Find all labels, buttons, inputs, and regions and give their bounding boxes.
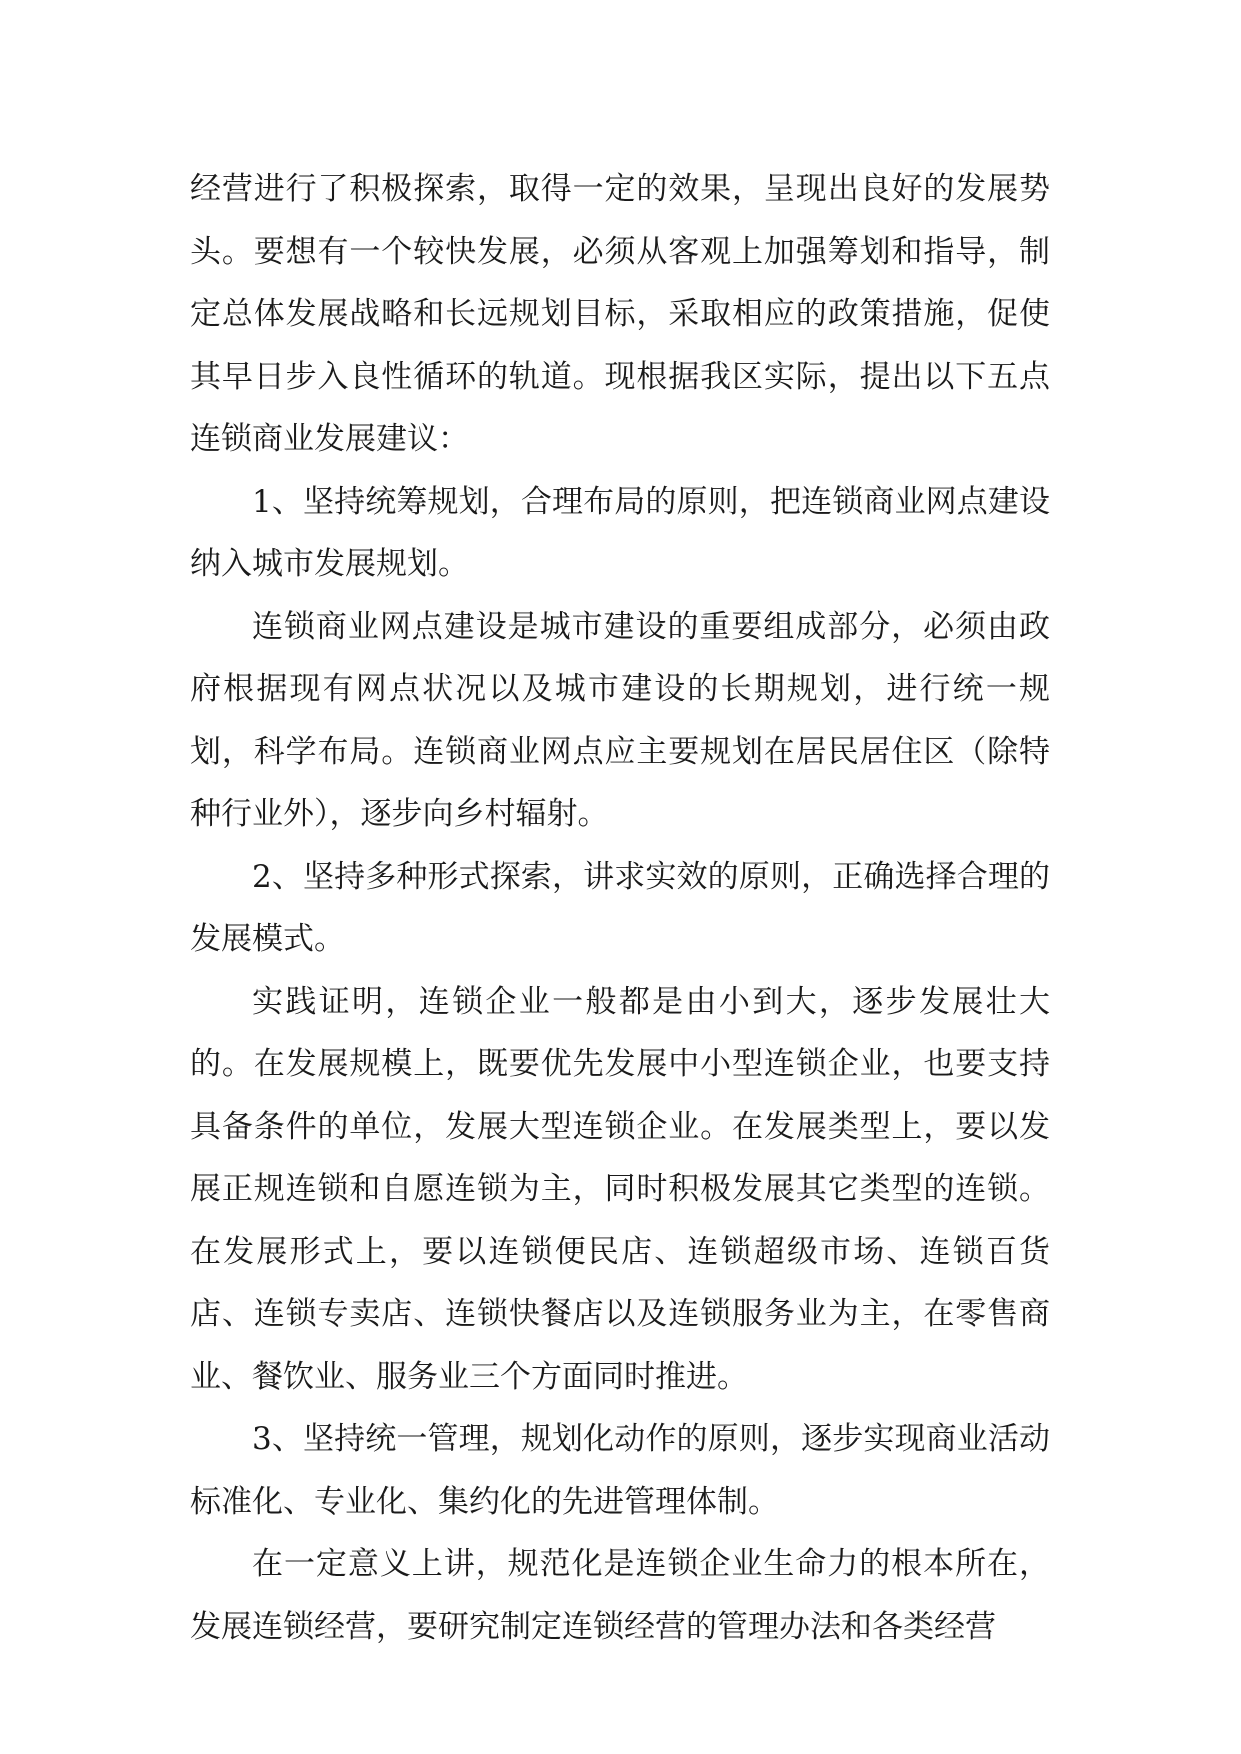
paragraph-4-heading-2: 2、坚持多种形式探索，讲求实效的原则，正确选择合理的发展模式。 [190, 858, 1050, 957]
paragraph-7: 在一定意义上讲，规范化是连锁企业生命力的根本所在，发展连锁经营，要研究制定连锁经营的管理办法和各类经营 [190, 1546, 1050, 1645]
document-body [190, 158, 1050, 1658]
paragraph-3: 连锁商业网点建设是城市建设的重要组成部分，必须由政府根据现有网点状况以及城市建设的长期规划，进行统一规划，科学布局。连锁商业网点应主要规划在居民居住区（除特种行业外），逐步向乡村辐射。 [190, 608, 1050, 832]
paragraph-2-heading-1: 1、坚持统筹规划，合理布局的原则，把连锁商业网点建设纳入城市发展规划。 [190, 483, 1050, 582]
paragraph-5: 实践证明，连锁企业一般都是由小到大，逐步发展壮大的。在发展规模上，既要优先发展中小型连锁企业，也要支持具备条件的单位，发展大型连锁企业。在发展类型上，要以发展正规连锁和自愿连锁为主，同时积极发展其它类型的连锁。在发展形式上，要以连锁便民店、连锁超级市场、连锁百货店、连锁专卖店、连锁快餐店以及连锁服务业为主，在零售商业、餐饮业、服务业三个方面同时推进。 [190, 983, 1050, 1395]
paragraph-1: 经营进行了积极探索，取得一定的效果，呈现出良好的发展势头。要想有一个较快发展，必须从客观上加强筹划和指导，制定总体发展战略和长远规划目标，采取相应的政策措施，促使其早日步入良性循环的轨道。现根据我区实际，提出以下五点连锁商业发展建议： [190, 171, 1050, 457]
paragraph-6-heading-3: 3、坚持统一管理，规划化动作的原则，逐步实现商业活动标准化、专业化、集约化的先进管理体制。 [190, 1421, 1050, 1520]
